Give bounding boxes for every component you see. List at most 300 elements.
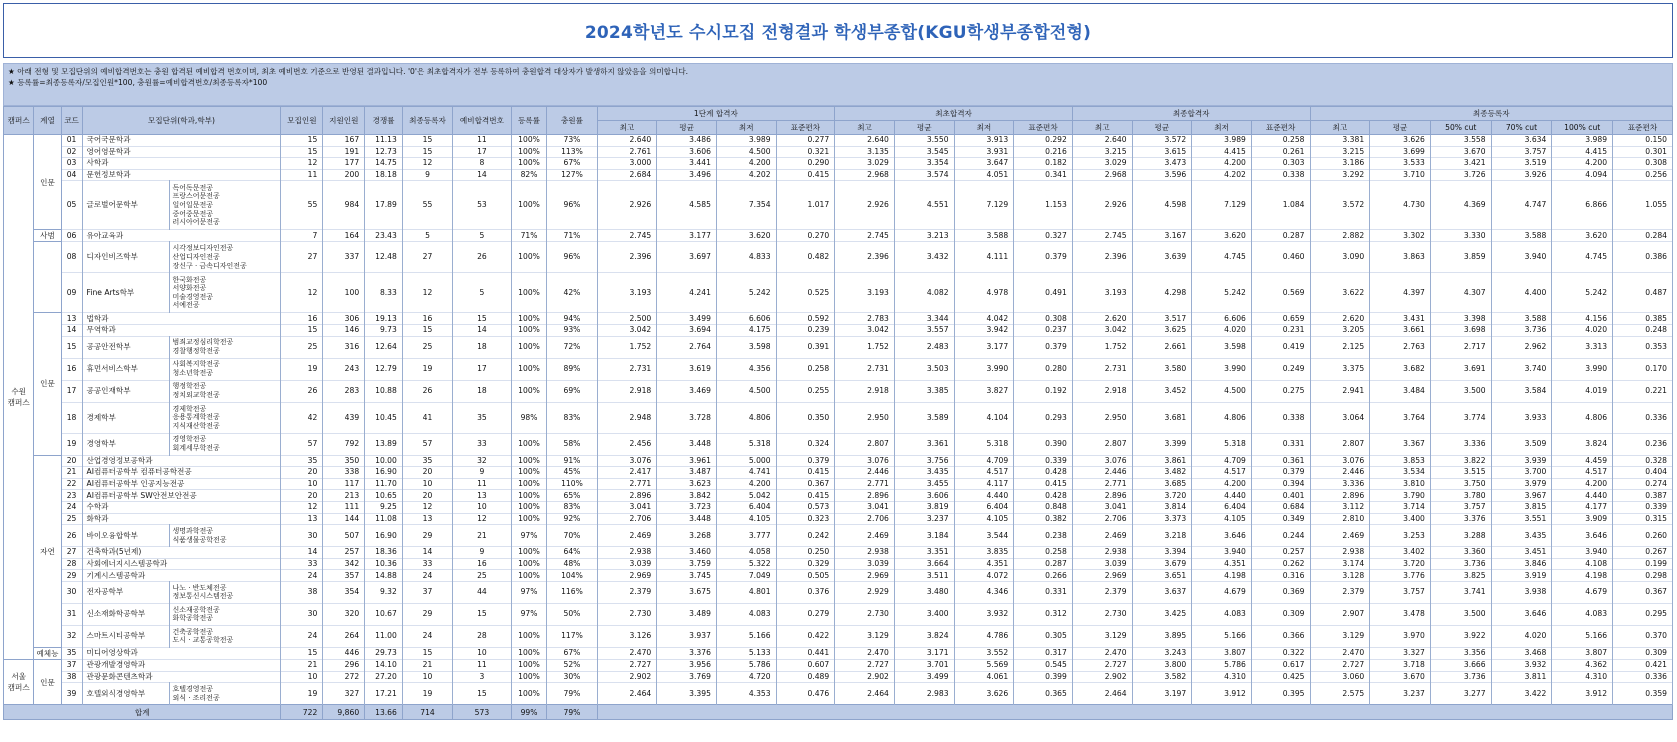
reg-rate-cell: 100% xyxy=(511,146,547,158)
stat-cell: 3.129 xyxy=(1072,625,1132,647)
reg-rate-cell: 100% xyxy=(511,647,547,659)
stat-cell: 4.585 xyxy=(657,181,717,230)
table-row xyxy=(4,558,1673,570)
stat-cell: 2.417 xyxy=(597,467,657,479)
unit-cell: 호텔외식경영학부 xyxy=(82,683,170,705)
stat-cell: 3.499 xyxy=(894,671,954,683)
stat-cell: 0.684 xyxy=(1251,501,1310,513)
stat-cell: 2.950 xyxy=(835,402,895,433)
ratio-cell: 29.73 xyxy=(365,647,403,659)
stat-cell: 3.714 xyxy=(1370,501,1431,513)
stat-cell: 0.395 xyxy=(1251,683,1310,705)
track-item: 범죄교정심리학전공 xyxy=(172,338,234,347)
stat-cell: 4.397 xyxy=(1370,273,1431,313)
code-cell: 09 xyxy=(61,273,82,313)
track-item: 호텔경영전공 xyxy=(172,685,214,693)
ratio-cell: 11.08 xyxy=(365,513,403,525)
stat-cell: 7.129 xyxy=(954,181,1014,230)
quota-cell: 13 xyxy=(281,513,323,525)
results-table xyxy=(3,106,1673,720)
track-item: 산업디자인전공 xyxy=(172,253,220,262)
stat-cell: 3.128 xyxy=(1310,570,1370,582)
header-sub-stat: 평균 xyxy=(894,121,954,135)
stat-cell: 4.786 xyxy=(954,625,1014,647)
code-cell: 38 xyxy=(61,671,82,683)
stat-cell: 3.452 xyxy=(1132,380,1192,402)
stat-cell: 2.470 xyxy=(1072,647,1132,659)
fill-rate-cell: 52% xyxy=(547,659,597,671)
header-campus: 캠퍼스 xyxy=(4,107,34,135)
ratio-cell: 10.00 xyxy=(365,455,403,467)
final-reg-cell: 26 xyxy=(402,380,452,402)
stat-cell: 0.415 xyxy=(776,169,835,181)
stat-cell: 3.634 xyxy=(1491,135,1552,147)
stat-cell: 4.051 xyxy=(954,169,1014,181)
reg-rate-cell: 100% xyxy=(511,501,547,513)
stat-cell: 3.842 xyxy=(657,490,717,502)
stat-cell: 3.090 xyxy=(1310,242,1370,273)
stat-cell: 3.825 xyxy=(1430,570,1491,582)
total-reg-rate: 99% xyxy=(511,705,547,720)
stat-cell: 2.902 xyxy=(835,671,895,683)
stat-cell: 0.379 xyxy=(1251,467,1310,479)
stat-cell: 4.202 xyxy=(716,169,776,181)
stat-cell: 1.752 xyxy=(835,336,895,358)
stat-cell: 3.588 xyxy=(1491,230,1552,242)
stat-cell: 4.362 xyxy=(1552,659,1613,671)
final-reg-cell: 15 xyxy=(402,647,452,659)
stat-cell: 0.482 xyxy=(776,242,835,273)
fill-rate-cell: 96% xyxy=(547,242,597,273)
stat-cell: 0.266 xyxy=(1014,570,1073,582)
applicants-cell: 177 xyxy=(323,158,365,170)
final-reg-cell: 10 xyxy=(402,478,452,490)
stat-cell: 0.394 xyxy=(1251,478,1310,490)
ratio-cell: 9.73 xyxy=(365,324,403,336)
quota-cell: 10 xyxy=(281,671,323,683)
table-row xyxy=(4,380,1673,402)
final-reg-cell: 10 xyxy=(402,671,452,683)
code-cell: 35 xyxy=(61,647,82,659)
stat-cell: 0.309 xyxy=(1613,647,1673,659)
stat-cell: 0.382 xyxy=(1014,513,1073,525)
track-cell xyxy=(170,625,281,647)
header-sub-stat: 표준편차 xyxy=(1251,121,1310,135)
stat-cell: 3.926 xyxy=(1491,169,1552,181)
stat-cell: 3.076 xyxy=(1072,455,1132,467)
table-row xyxy=(4,242,1673,273)
stat-cell: 3.361 xyxy=(894,433,954,455)
track-item: 서예전공 xyxy=(172,301,200,310)
header-group-final: 최종합격자 xyxy=(1072,107,1310,121)
code-cell: 19 xyxy=(61,433,82,455)
stat-cell: 0.419 xyxy=(1251,336,1310,358)
stat-cell: 2.456 xyxy=(597,433,657,455)
stat-cell: 2.807 xyxy=(1072,433,1132,455)
stat-cell: 2.745 xyxy=(597,230,657,242)
stat-cell: 3.039 xyxy=(597,558,657,570)
track-item: 건축공학전공 xyxy=(172,627,214,636)
code-cell: 25 xyxy=(61,513,82,525)
track-item: 경찰행정학전공 xyxy=(172,347,220,356)
quota-cell: 27 xyxy=(281,242,323,273)
stat-cell: 3.807 xyxy=(1552,647,1613,659)
quota-cell: 25 xyxy=(281,336,323,358)
stat-cell: 4.198 xyxy=(1192,570,1252,582)
stat-cell: 3.815 xyxy=(1491,501,1552,513)
unit-cell: 관광문화콘텐츠학과 xyxy=(82,671,281,683)
stat-cell: 0.399 xyxy=(1014,671,1073,683)
stat-cell: 2.620 xyxy=(1072,313,1132,325)
applicants-cell: 316 xyxy=(323,336,365,358)
quota-cell: 42 xyxy=(281,402,323,433)
stat-cell: 4.298 xyxy=(1132,273,1192,313)
waitlist-cell: 11 xyxy=(453,659,512,671)
track-cell xyxy=(170,433,281,455)
stat-cell: 0.315 xyxy=(1613,513,1673,525)
stat-cell: 4.806 xyxy=(716,402,776,433)
unit-cell: 관광개발경영학과 xyxy=(82,659,281,671)
stat-cell: 2.717 xyxy=(1430,336,1491,358)
stat-cell: 2.764 xyxy=(657,336,717,358)
unit-cell: 휴먼서비스학부 xyxy=(82,358,170,380)
total-ratio: 13.66 xyxy=(365,705,403,720)
header-final-reg: 최종등록자 xyxy=(402,107,452,135)
stat-cell: 3.584 xyxy=(1491,380,1552,402)
header-sub-stat: 최고 xyxy=(835,121,895,135)
code-cell: 04 xyxy=(61,169,82,181)
stat-cell: 0.441 xyxy=(776,647,835,659)
fill-rate-cell: 83% xyxy=(547,501,597,513)
stat-cell: 3.448 xyxy=(657,433,717,455)
stat-cell: 4.104 xyxy=(954,402,1014,433)
stat-cell: 2.727 xyxy=(1310,659,1370,671)
stat-cell: 0.324 xyxy=(776,433,835,455)
fill-rate-cell: 48% xyxy=(547,558,597,570)
ratio-cell: 17.21 xyxy=(365,683,403,705)
stat-cell: 3.499 xyxy=(657,313,717,325)
stat-cell: 3.626 xyxy=(954,683,1014,705)
track-item: 회계세무학전공 xyxy=(172,444,220,453)
applicants-cell: 257 xyxy=(323,547,365,559)
stat-cell: 2.727 xyxy=(835,659,895,671)
stat-cell: 3.919 xyxy=(1491,570,1552,582)
total-final-reg: 714 xyxy=(402,705,452,720)
stat-cell: 3.580 xyxy=(1132,358,1192,380)
total-label: 합계 xyxy=(4,705,281,720)
stat-cell: 4.806 xyxy=(1192,402,1252,433)
waitlist-cell: 16 xyxy=(453,558,512,570)
stat-cell: 0.192 xyxy=(1014,380,1073,402)
stat-cell: 3.277 xyxy=(1430,683,1491,705)
unit-cell: 수학과 xyxy=(82,501,281,513)
stat-cell: 2.918 xyxy=(597,380,657,402)
table-row xyxy=(4,158,1673,170)
stat-cell: 3.939 xyxy=(1491,455,1552,467)
final-reg-cell: 27 xyxy=(402,242,452,273)
applicants-cell: 446 xyxy=(323,647,365,659)
stat-cell: 2.807 xyxy=(1310,433,1370,455)
stat-cell: 4.459 xyxy=(1552,455,1613,467)
quota-cell: 15 xyxy=(281,135,323,147)
field-cell: 사범 xyxy=(34,230,61,242)
unit-cell: 영어영문학과 xyxy=(82,146,281,158)
quota-cell: 15 xyxy=(281,146,323,158)
stat-cell: 0.331 xyxy=(1014,581,1073,603)
stat-cell: 3.480 xyxy=(894,581,954,603)
waitlist-cell: 18 xyxy=(453,336,512,358)
stat-cell: 4.105 xyxy=(954,513,1014,525)
total-waitlist: 573 xyxy=(453,705,512,720)
quota-cell: 33 xyxy=(281,558,323,570)
stat-cell: 6.404 xyxy=(954,501,1014,513)
stat-cell: 4.241 xyxy=(657,273,717,313)
applicants-cell: 439 xyxy=(323,402,365,433)
unit-cell: AI컴퓨터공학부 SW안전보안전공 xyxy=(82,490,281,502)
stat-cell: 3.800 xyxy=(1132,659,1192,671)
stat-cell: 3.544 xyxy=(954,525,1014,547)
stat-cell: 4.108 xyxy=(1552,558,1613,570)
stat-cell: 4.400 xyxy=(1491,273,1552,313)
stat-cell: 4.019 xyxy=(1552,380,1613,402)
stat-cell: 4.200 xyxy=(716,478,776,490)
code-cell: 06 xyxy=(61,230,82,242)
stat-cell: 2.929 xyxy=(835,581,895,603)
stat-cell: 0.257 xyxy=(1251,547,1310,559)
stat-cell: 2.379 xyxy=(1072,581,1132,603)
stat-cell: 3.824 xyxy=(894,625,954,647)
stat-cell: 3.756 xyxy=(894,455,954,467)
fill-rate-cell: 72% xyxy=(547,336,597,358)
stat-cell: 4.105 xyxy=(1192,513,1252,525)
track-cell xyxy=(170,242,281,273)
stat-cell: 3.757 xyxy=(1370,581,1431,603)
track-item: 식품생물공학전공 xyxy=(172,535,227,544)
stat-cell: 4.598 xyxy=(1132,181,1192,230)
stat-cell: 3.938 xyxy=(1491,581,1552,603)
stat-cell: 3.661 xyxy=(1370,324,1431,336)
stat-cell: 3.432 xyxy=(894,242,954,273)
notes-box xyxy=(3,63,1673,106)
stat-cell: 4.200 xyxy=(1192,158,1252,170)
ratio-cell: 11.70 xyxy=(365,478,403,490)
stat-cell: 0.421 xyxy=(1613,659,1673,671)
stat-cell: 5.166 xyxy=(716,625,776,647)
stat-cell: 3.701 xyxy=(894,659,954,671)
stat-cell: 4.440 xyxy=(1192,490,1252,502)
fill-rate-cell: 94% xyxy=(547,313,597,325)
stat-cell: 3.268 xyxy=(657,525,717,547)
stat-cell: 0.274 xyxy=(1613,478,1673,490)
unit-cell: 경영학부 xyxy=(82,433,170,455)
table-row xyxy=(4,324,1673,336)
applicants-cell: 164 xyxy=(323,230,365,242)
stat-cell: 0.221 xyxy=(1613,380,1673,402)
stat-cell: 3.574 xyxy=(894,169,954,181)
stat-cell: 0.359 xyxy=(1613,683,1673,705)
stat-cell: 4.117 xyxy=(954,478,1014,490)
code-cell: 39 xyxy=(61,683,82,705)
waitlist-cell: 14 xyxy=(453,169,512,181)
final-reg-cell: 19 xyxy=(402,683,452,705)
stat-cell: 3.620 xyxy=(716,230,776,242)
stat-cell: 3.351 xyxy=(894,547,954,559)
final-reg-cell: 15 xyxy=(402,324,452,336)
stat-cell: 0.260 xyxy=(1613,525,1673,547)
final-reg-cell: 12 xyxy=(402,273,452,313)
ratio-cell: 8.33 xyxy=(365,273,403,313)
reg-rate-cell: 100% xyxy=(511,467,547,479)
table-row xyxy=(4,625,1673,647)
code-cell: 20 xyxy=(61,455,82,467)
stat-cell: 3.313 xyxy=(1552,336,1613,358)
waitlist-cell: 5 xyxy=(453,230,512,242)
stat-cell: 4.517 xyxy=(1552,467,1613,479)
stat-cell: 3.846 xyxy=(1491,558,1552,570)
stat-cell: 3.700 xyxy=(1491,467,1552,479)
stat-cell: 3.720 xyxy=(1370,558,1431,570)
stat-cell: 2.902 xyxy=(1072,671,1132,683)
stat-cell: 0.404 xyxy=(1613,467,1673,479)
ratio-cell: 18.18 xyxy=(365,169,403,181)
stat-cell: 0.338 xyxy=(1251,169,1310,181)
stat-cell: 4.978 xyxy=(954,273,1014,313)
stat-cell: 3.385 xyxy=(894,380,954,402)
stat-cell: 3.500 xyxy=(1430,380,1491,402)
stat-cell: 3.933 xyxy=(1491,402,1552,433)
stat-cell: 0.317 xyxy=(1014,647,1073,659)
stat-cell: 3.625 xyxy=(1132,324,1192,336)
stat-cell: 5.318 xyxy=(1192,433,1252,455)
stat-cell: 3.990 xyxy=(954,358,1014,380)
stat-cell: 3.932 xyxy=(1491,659,1552,671)
stat-cell: 0.237 xyxy=(1014,324,1073,336)
reg-rate-cell: 100% xyxy=(511,513,547,525)
stat-cell: 2.968 xyxy=(1072,169,1132,181)
fill-rate-cell: 83% xyxy=(547,402,597,433)
ratio-cell: 19.13 xyxy=(365,313,403,325)
stat-cell: 3.552 xyxy=(954,647,1014,659)
stat-cell: 2.500 xyxy=(597,313,657,325)
ratio-cell: 10.88 xyxy=(365,380,403,402)
stat-cell: 0.592 xyxy=(776,313,835,325)
unit-cell: 무역학과 xyxy=(82,324,281,336)
unit-cell: 전자공학부 xyxy=(82,581,170,603)
stat-cell: 4.310 xyxy=(1192,671,1252,683)
stat-cell: 3.736 xyxy=(1430,558,1491,570)
stat-cell: 3.469 xyxy=(657,380,717,402)
unit-cell: 경제학부 xyxy=(82,402,170,433)
quota-cell: 24 xyxy=(281,570,323,582)
ratio-cell: 12.48 xyxy=(365,242,403,273)
ratio-cell: 10.67 xyxy=(365,603,403,625)
stat-cell: 2.620 xyxy=(1310,313,1370,325)
stat-cell: 2.469 xyxy=(597,525,657,547)
stat-cell: 5.786 xyxy=(1192,659,1252,671)
stat-cell: 0.238 xyxy=(1014,525,1073,547)
stat-cell: 3.076 xyxy=(1310,455,1370,467)
table-row xyxy=(4,230,1673,242)
track-item: 청소년학전공 xyxy=(172,369,214,378)
stat-cell: 3.193 xyxy=(1072,273,1132,313)
stat-cell: 3.375 xyxy=(1310,358,1370,380)
fill-rate-cell: 67% xyxy=(547,158,597,170)
stat-cell: 4.351 xyxy=(954,558,1014,570)
stat-cell: 3.979 xyxy=(1491,478,1552,490)
stat-cell: 3.193 xyxy=(835,273,895,313)
stat-cell: 3.698 xyxy=(1430,324,1491,336)
stat-cell: 4.353 xyxy=(716,683,776,705)
stat-cell: 3.774 xyxy=(1430,402,1491,433)
stat-cell: 2.661 xyxy=(1132,336,1192,358)
ratio-cell: 16.90 xyxy=(365,525,403,547)
stat-cell: 4.083 xyxy=(1552,603,1613,625)
total-quota: 722 xyxy=(281,705,323,720)
stat-cell: 0.242 xyxy=(776,525,835,547)
unit-cell: 디자인비즈학부 xyxy=(82,242,170,273)
waitlist-cell: 10 xyxy=(453,501,512,513)
reg-rate-cell: 100% xyxy=(511,433,547,455)
stat-cell: 3.186 xyxy=(1310,158,1370,170)
stat-cell: 0.327 xyxy=(1014,230,1073,242)
reg-rate-cell: 100% xyxy=(511,158,547,170)
stat-cell: 3.060 xyxy=(1310,671,1370,683)
stat-cell: 4.202 xyxy=(1192,169,1252,181)
stat-cell: 3.940 xyxy=(1552,547,1613,559)
stat-cell: 4.082 xyxy=(894,273,954,313)
stat-cell: 3.237 xyxy=(1370,683,1431,705)
track-item: 중어중문전공 xyxy=(172,209,214,218)
stat-cell: 6.404 xyxy=(716,501,776,513)
track-item: 신소재공학전공 xyxy=(172,605,220,614)
stat-cell: 3.989 xyxy=(1552,135,1613,147)
stat-cell: 0.250 xyxy=(776,547,835,559)
table-row xyxy=(4,547,1673,559)
stat-cell: 2.938 xyxy=(1310,547,1370,559)
applicants-cell: 264 xyxy=(323,625,365,647)
stat-cell: 3.193 xyxy=(597,273,657,313)
stat-cell: 3.646 xyxy=(1491,603,1552,625)
stat-cell: 5.242 xyxy=(1552,273,1613,313)
stat-cell: 3.859 xyxy=(1430,242,1491,273)
stat-cell: 0.379 xyxy=(1014,336,1073,358)
stat-cell: 3.422 xyxy=(1491,683,1552,705)
stat-cell: 3.623 xyxy=(657,478,717,490)
stat-cell: 3.922 xyxy=(1430,625,1491,647)
stat-cell: 2.896 xyxy=(1072,490,1132,502)
ratio-cell: 14.88 xyxy=(365,570,403,582)
stat-cell: 5.322 xyxy=(716,558,776,570)
stat-cell: 0.295 xyxy=(1613,603,1673,625)
field-cell xyxy=(34,242,61,313)
quota-cell: 12 xyxy=(281,273,323,313)
stat-cell: 3.376 xyxy=(657,647,717,659)
stat-cell: 3.503 xyxy=(894,358,954,380)
stat-cell: 3.489 xyxy=(657,603,717,625)
stat-cell: 2.396 xyxy=(597,242,657,273)
applicants-cell: 357 xyxy=(323,570,365,582)
stat-cell: 3.741 xyxy=(1430,581,1491,603)
stat-cell: 3.670 xyxy=(1430,146,1491,158)
stat-cell: 2.727 xyxy=(597,659,657,671)
stat-cell: 6.404 xyxy=(1192,501,1252,513)
track-item: 일어일문전공 xyxy=(172,201,214,210)
applicants-cell: 354 xyxy=(323,581,365,603)
stat-cell: 0.415 xyxy=(776,490,835,502)
stat-cell: 3.814 xyxy=(1132,501,1192,513)
table-row xyxy=(4,358,1673,380)
stat-cell: 4.801 xyxy=(716,581,776,603)
